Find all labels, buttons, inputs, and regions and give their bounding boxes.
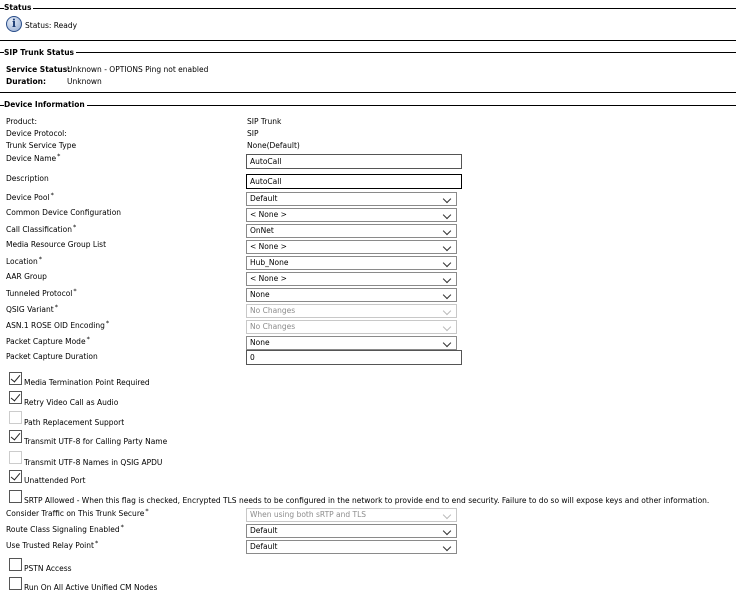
transmit-utf8-qsig-checkbox bbox=[9, 451, 22, 464]
common-device-config-select[interactable] bbox=[246, 208, 457, 222]
location-value: Hub_None bbox=[250, 258, 289, 267]
retry-video-checkbox[interactable] bbox=[9, 391, 22, 404]
device-protocol-label: Device Protocol: bbox=[6, 129, 67, 138]
aar-group-select[interactable] bbox=[246, 272, 457, 286]
asn1-encoding-select bbox=[246, 320, 457, 334]
qsig-variant-select bbox=[246, 304, 457, 318]
mrgl-select[interactable] bbox=[246, 240, 457, 254]
chevron-down-icon bbox=[443, 291, 451, 299]
required-marker: * bbox=[94, 539, 99, 547]
call-classification-label bbox=[6, 225, 76, 235]
mrgl-value: < None > bbox=[250, 242, 287, 251]
required-marker: * bbox=[86, 335, 90, 343]
chevron-down-icon bbox=[443, 211, 451, 219]
route-class-signaling-label-text: Route Class Signaling Enabled bbox=[6, 525, 120, 534]
chevron-down-icon bbox=[443, 259, 451, 267]
location-label bbox=[6, 257, 42, 267]
unattended-port-label: Unattended Port bbox=[24, 476, 86, 485]
chevron-down-icon bbox=[443, 275, 451, 283]
call-classification-label-text: Call Classification bbox=[6, 225, 73, 234]
asn1-encoding-label-text: ASN.1 ROSE OID Encoding bbox=[6, 321, 105, 330]
required-marker: * bbox=[105, 319, 110, 327]
required-marker: * bbox=[50, 191, 54, 199]
consider-traffic-secure-value: When using both sRTP and TLS bbox=[250, 510, 367, 519]
asn1-encoding-label bbox=[6, 321, 109, 331]
device-name-input[interactable]: AutoCall bbox=[246, 154, 462, 169]
required-marker: * bbox=[120, 523, 124, 531]
tunneled-protocol-label-text: Tunneled Protocol bbox=[6, 289, 73, 298]
status-section-divider bbox=[0, 8, 736, 9]
chevron-down-icon bbox=[443, 195, 451, 203]
location-select[interactable] bbox=[246, 256, 457, 270]
device-pool-label-text: Device Pool bbox=[6, 193, 50, 202]
route-class-signaling-select[interactable] bbox=[246, 524, 457, 538]
tunneled-protocol-label bbox=[6, 289, 77, 299]
info-icon: i bbox=[6, 16, 22, 32]
required-marker: * bbox=[38, 255, 42, 263]
device-name-label-text: Device Name bbox=[6, 154, 57, 163]
packet-capture-mode-select[interactable] bbox=[246, 336, 457, 350]
device-name-label bbox=[6, 154, 60, 164]
description-label: Description bbox=[6, 174, 49, 183]
run-on-all-nodes-label: Run On All Active Unified CM Nodes bbox=[24, 583, 158, 592]
call-classification-select[interactable] bbox=[246, 224, 457, 238]
qsig-variant-label bbox=[6, 305, 58, 315]
chevron-down-icon bbox=[443, 511, 451, 519]
chevron-down-icon bbox=[443, 323, 451, 331]
packet-capture-duration-input[interactable]: 0 bbox=[246, 350, 462, 365]
trunk-service-type-value: None(Default) bbox=[247, 141, 300, 150]
duration-label: Duration: bbox=[6, 77, 46, 86]
product-label: Product: bbox=[6, 117, 38, 126]
packet-capture-duration-label: Packet Capture Duration bbox=[6, 352, 98, 361]
packet-capture-mode-value: None bbox=[250, 338, 270, 347]
retry-video-label: Retry Video Call as Audio bbox=[24, 398, 119, 407]
chevron-down-icon bbox=[443, 227, 451, 235]
mtp-required-label: Media Termination Point Required bbox=[24, 378, 150, 387]
device-info-title: Device Information bbox=[4, 100, 85, 109]
trusted-relay-point-value: Default bbox=[250, 542, 278, 551]
service-status-label: Service Status: bbox=[6, 65, 71, 74]
mtp-required-checkbox[interactable] bbox=[9, 372, 22, 385]
route-class-signaling-label bbox=[6, 525, 124, 535]
qsig-variant-label-text: QSIG Variant bbox=[6, 305, 54, 314]
device-pool-select[interactable] bbox=[246, 192, 457, 206]
chevron-down-icon bbox=[443, 307, 451, 315]
tunneled-protocol-value: None bbox=[250, 290, 270, 299]
path-replacement-label: Path Replacement Support bbox=[24, 418, 125, 427]
location-label-text: Location bbox=[6, 257, 38, 266]
aar-group-value: < None > bbox=[250, 274, 287, 283]
run-on-all-nodes-checkbox[interactable] bbox=[9, 577, 22, 590]
tunneled-protocol-select[interactable] bbox=[246, 288, 457, 302]
description-input[interactable]: AutoCall bbox=[246, 174, 462, 189]
chevron-down-icon bbox=[443, 527, 451, 535]
call-classification-value: OnNet bbox=[250, 226, 274, 235]
device-pool-value: Default bbox=[250, 194, 278, 203]
trusted-relay-point-label bbox=[6, 541, 98, 551]
sip-trunk-status-divider bbox=[0, 40, 736, 41]
device-pool-label bbox=[6, 193, 54, 203]
mrgl-label: Media Resource Group List bbox=[6, 240, 107, 249]
device-info-divider-2 bbox=[0, 105, 736, 106]
required-marker: * bbox=[145, 507, 149, 515]
transmit-utf8-calling-label: Transmit UTF-8 for Calling Party Name bbox=[24, 437, 168, 446]
transmit-utf8-calling-checkbox[interactable] bbox=[9, 430, 22, 443]
required-marker: * bbox=[73, 223, 77, 231]
required-marker: * bbox=[73, 287, 77, 295]
trusted-relay-point-label-text: Use Trusted Relay Point bbox=[6, 541, 94, 550]
pstn-access-label: PSTN Access bbox=[24, 564, 72, 573]
duration-value: Unknown bbox=[67, 77, 102, 86]
pstn-access-checkbox[interactable] bbox=[9, 558, 22, 571]
transmit-utf8-qsig-label: Transmit UTF-8 Names in QSIG APDU bbox=[24, 458, 163, 467]
device-protocol-value: SIP bbox=[247, 129, 259, 138]
unattended-port-checkbox[interactable] bbox=[9, 470, 22, 483]
aar-group-label: AAR Group bbox=[6, 272, 47, 281]
status-section-title: Status bbox=[4, 3, 32, 12]
common-device-config-value: < None > bbox=[250, 210, 287, 219]
srtp-allowed-checkbox[interactable] bbox=[9, 490, 22, 503]
device-info-divider bbox=[0, 92, 736, 93]
required-marker: * bbox=[54, 303, 58, 311]
asn1-encoding-value: No Changes bbox=[250, 322, 296, 331]
product-value: SIP Trunk bbox=[247, 117, 282, 126]
chevron-down-icon bbox=[443, 339, 451, 347]
consider-traffic-secure-label-text: Consider Traffic on This Trunk Secure bbox=[6, 509, 145, 518]
consider-traffic-secure-label bbox=[6, 509, 149, 519]
required-marker: * bbox=[57, 152, 61, 160]
common-device-config-label: Common Device Configuration bbox=[6, 208, 122, 217]
packet-capture-mode-label bbox=[6, 337, 90, 347]
service-status-value: Unknown - OPTIONS Ping not enabled bbox=[67, 65, 209, 74]
sip-trunk-status-divider-2 bbox=[0, 52, 736, 53]
chevron-down-icon bbox=[443, 243, 451, 251]
status-text: Status: Ready bbox=[25, 21, 78, 30]
srtp-allowed-label: SRTP Allowed - When this flag is checked, Encrypted TLS needs to be configured in the network to provide end to end security. Failure to do so will expose keys and other information. bbox=[24, 496, 710, 505]
trunk-service-type-label: Trunk Service Type bbox=[6, 141, 77, 150]
trusted-relay-point-select[interactable] bbox=[246, 540, 457, 554]
consider-traffic-secure-select bbox=[246, 508, 457, 522]
qsig-variant-value: No Changes bbox=[250, 306, 296, 315]
path-replacement-checkbox bbox=[9, 411, 22, 424]
chevron-down-icon bbox=[443, 543, 451, 551]
sip-trunk-status-title: SIP Trunk Status bbox=[4, 48, 75, 57]
packet-capture-mode-label-text: Packet Capture Mode bbox=[6, 337, 86, 346]
route-class-signaling-value: Default bbox=[250, 526, 278, 535]
